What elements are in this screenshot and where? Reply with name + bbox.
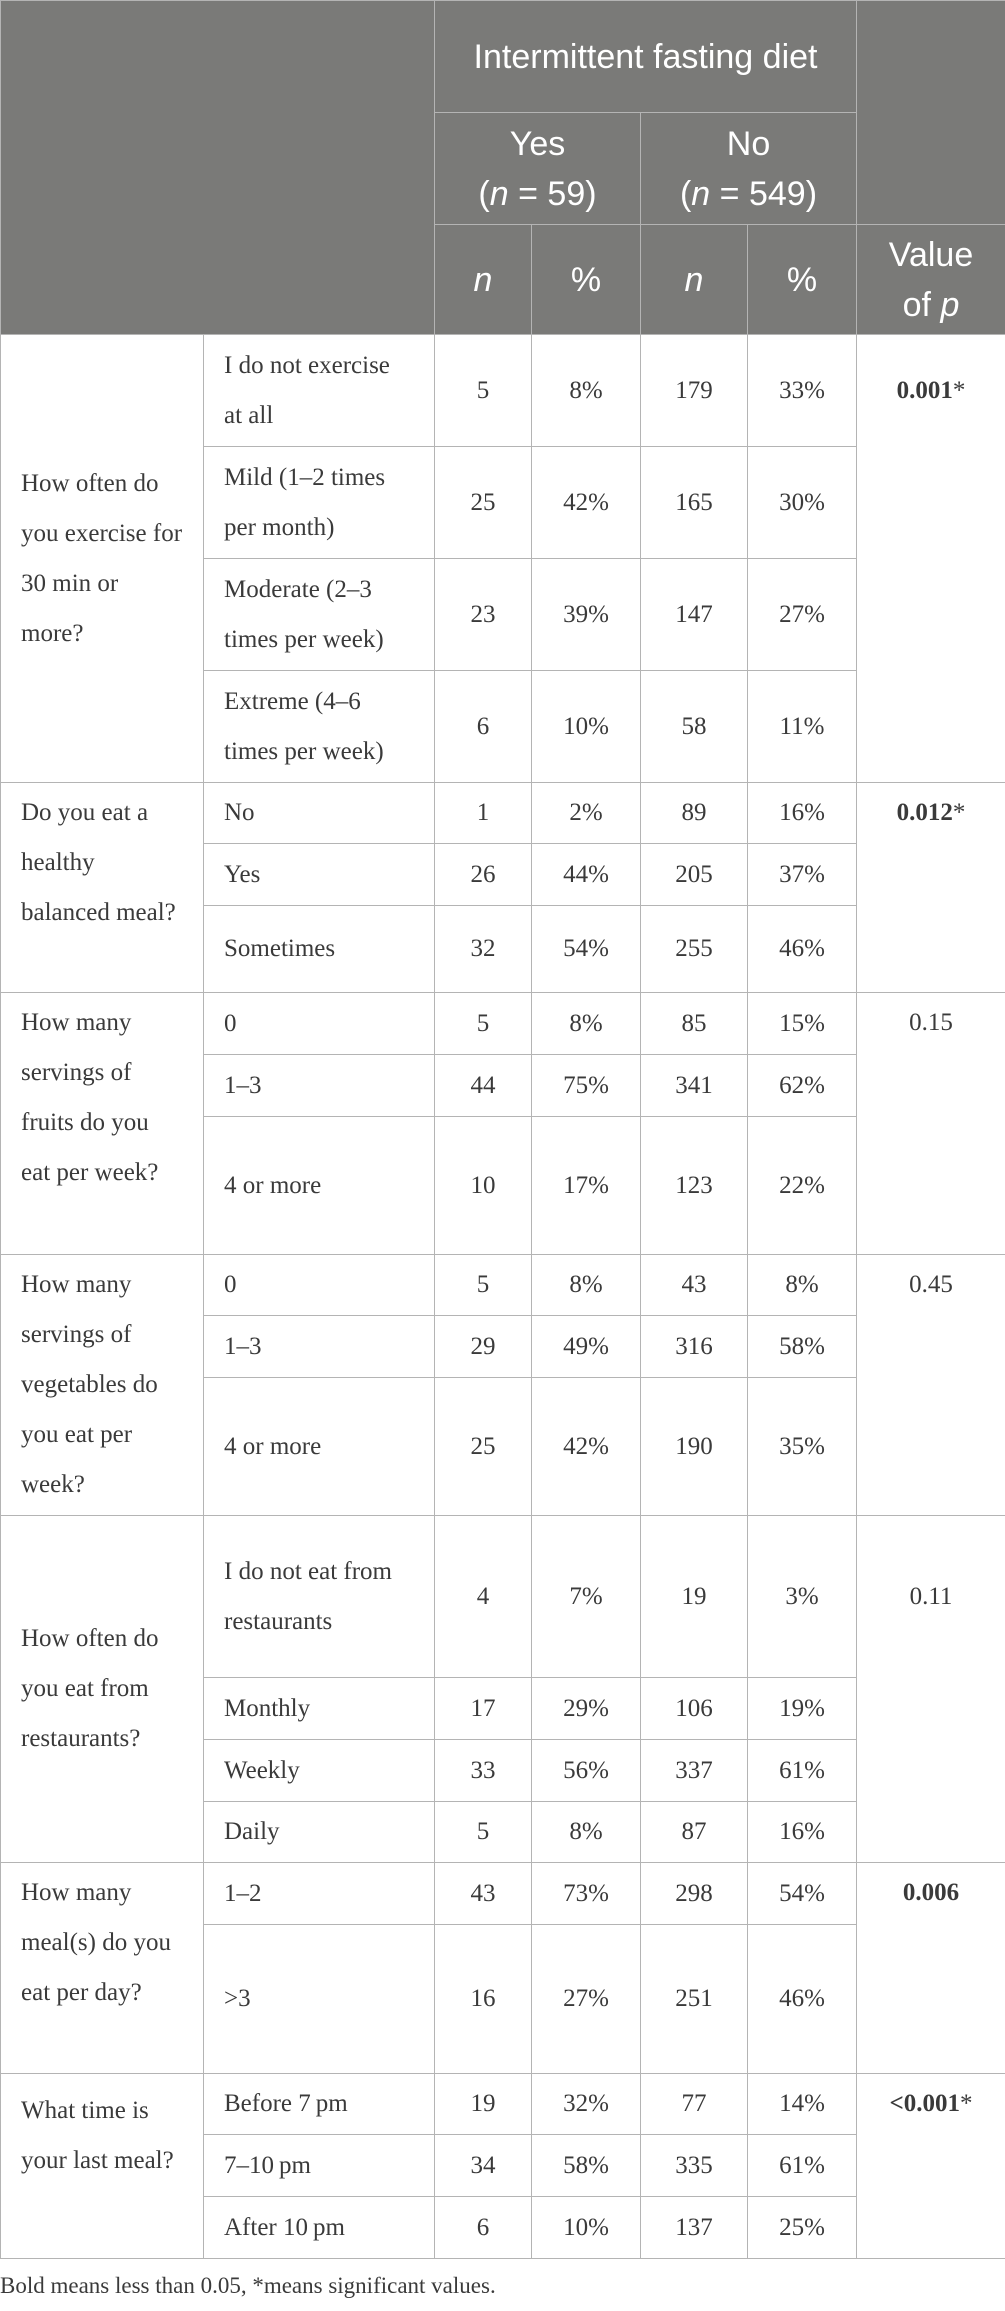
no-pct-cell: 11% — [748, 671, 857, 783]
no-n-cell: 137 — [641, 2197, 748, 2259]
yes-pct-cell: 39% — [532, 559, 641, 671]
no-n-cell: 123 — [641, 1117, 748, 1255]
yes-n-cell: 33 — [435, 1740, 532, 1802]
header-pvalue-p: p — [940, 285, 960, 324]
yes-n-cell: 43 — [435, 1863, 532, 1925]
no-pct-cell: 15% — [748, 993, 857, 1055]
no-n-cell: 147 — [641, 559, 748, 671]
yes-pct-cell: 58% — [532, 2135, 641, 2197]
no-pct-cell: 58% — [748, 1316, 857, 1378]
pvalue-cell — [857, 1255, 1005, 1516]
yes-n-cell: 5 — [435, 335, 532, 447]
yes-n-cell: 5 — [435, 1255, 532, 1316]
no-pct-cell: 16% — [748, 783, 857, 844]
yes-pct-cell: 49% — [532, 1316, 641, 1378]
no-n-cell: 89 — [641, 783, 748, 844]
yes-pct-cell: 27% — [532, 1925, 641, 2074]
no-pct-cell: 54% — [748, 1863, 857, 1925]
header-blank-cell — [1, 1, 435, 335]
answer-cell: 4 or more — [204, 1378, 435, 1516]
no-pct-cell: 25% — [748, 2197, 857, 2259]
yes-n-cell: 32 — [435, 906, 532, 993]
pvalue-cell — [857, 1863, 1005, 2074]
no-pct-cell: 27% — [748, 559, 857, 671]
no-n-cell: 106 — [641, 1678, 748, 1740]
yes-n-cell: 44 — [435, 1055, 532, 1117]
pvalue-cell — [857, 335, 1005, 783]
yes-pct-cell: 56% — [532, 1740, 641, 1802]
header-no-n-symbol: n — [691, 174, 711, 213]
pvalue-number: <0.001 — [889, 2090, 961, 2117]
answer-cell: 0 — [204, 1255, 435, 1316]
header-pvalue-word: Value — [888, 235, 974, 274]
answer-cell: 4 or more — [204, 1117, 435, 1255]
yes-pct-cell: 73% — [532, 1863, 641, 1925]
answer-cell: Moderate (2–3 times per week) — [204, 559, 435, 671]
no-n-cell: 85 — [641, 993, 748, 1055]
no-n-cell: 337 — [641, 1740, 748, 1802]
header-pvalue — [857, 225, 1005, 335]
question-cell: What time is your last meal? — [1, 2074, 204, 2259]
yes-n-cell: 25 — [435, 447, 532, 559]
no-pct-cell: 46% — [748, 1925, 857, 2074]
yes-n-cell: 6 — [435, 2197, 532, 2259]
pvalue-number: 0.11 — [909, 1583, 953, 1610]
question-cell: How many servings of vegetables do you eat per week? — [1, 1255, 204, 1516]
pvalue-mark: * — [952, 799, 966, 826]
pvalue-number: 0.006 — [902, 1879, 960, 1906]
answer-cell: Daily — [204, 1802, 435, 1863]
answer-cell: 1–3 — [204, 1055, 435, 1117]
no-n-cell: 58 — [641, 671, 748, 783]
question-cell: How often do you exercise for 30 min or more? — [1, 335, 204, 783]
no-n-cell: 77 — [641, 2074, 748, 2135]
no-pct-cell: 8% — [748, 1255, 857, 1316]
question-cell: How many meal(s) do you eat per day? — [1, 1863, 204, 2074]
answer-cell: Extreme (4–6 times per week) — [204, 671, 435, 783]
yes-n-cell: 6 — [435, 671, 532, 783]
header-no-pct: % — [748, 225, 857, 335]
no-pct-cell: 61% — [748, 1740, 857, 1802]
no-pct-cell: 16% — [748, 1802, 857, 1863]
yes-n-cell: 19 — [435, 2074, 532, 2135]
pvalue-cell — [857, 1516, 1005, 1863]
yes-n-cell: 1 — [435, 783, 532, 844]
yes-pct-cell: 54% — [532, 906, 641, 993]
answer-cell: 1–3 — [204, 1316, 435, 1378]
no-n-cell: 341 — [641, 1055, 748, 1117]
answer-cell: Sometimes — [204, 906, 435, 993]
table-row — [1, 335, 1005, 447]
header-no: No (n = 549) — [641, 113, 857, 225]
no-pct-cell: 62% — [748, 1055, 857, 1117]
no-pct-cell: 37% — [748, 844, 857, 906]
header-yes-pct: % — [532, 225, 641, 335]
yes-n-cell: 5 — [435, 1802, 532, 1863]
yes-pct-cell: 8% — [532, 1802, 641, 1863]
pvalue-cell — [857, 2074, 1005, 2259]
table-footnote: Bold means less than 0.05, *means significant values. — [0, 2273, 496, 2298]
yes-pct-cell: 8% — [532, 993, 641, 1055]
no-n-cell: 190 — [641, 1378, 748, 1516]
no-n-cell: 179 — [641, 335, 748, 447]
answer-cell: No — [204, 783, 435, 844]
no-pct-cell: 14% — [748, 2074, 857, 2135]
header-pvalue-of: of — [902, 285, 931, 324]
yes-n-cell: 10 — [435, 1117, 532, 1255]
no-pct-cell: 33% — [748, 335, 857, 447]
no-n-cell: 298 — [641, 1863, 748, 1925]
yes-n-cell: 5 — [435, 993, 532, 1055]
pvalue-number: 0.001 — [896, 377, 953, 404]
no-n-cell: 335 — [641, 2135, 748, 2197]
no-pct-cell: 30% — [748, 447, 857, 559]
yes-pct-cell: 29% — [532, 1678, 641, 1740]
answer-cell: I do not exercise at all — [204, 335, 435, 447]
table-row — [1, 2074, 1005, 2135]
table-row — [1, 1516, 1005, 1678]
no-n-cell: 251 — [641, 1925, 748, 2074]
answer-cell: >3 — [204, 1925, 435, 2074]
header-yes-n: n — [435, 225, 532, 335]
yes-pct-cell: 8% — [532, 1255, 641, 1316]
pvalue-cell — [857, 783, 1005, 993]
yes-pct-cell: 17% — [532, 1117, 641, 1255]
header-group-title: Intermittent fasting diet — [435, 1, 857, 113]
no-n-cell: 87 — [641, 1802, 748, 1863]
no-pct-cell: 46% — [748, 906, 857, 993]
pvalue-mark: * — [952, 377, 966, 404]
no-n-cell: 205 — [641, 844, 748, 906]
question-cell: How many servings of fruits do you eat per week? — [1, 993, 204, 1255]
yes-pct-cell: 75% — [532, 1055, 641, 1117]
answer-cell: 0 — [204, 993, 435, 1055]
yes-n-cell: 34 — [435, 2135, 532, 2197]
header-yes-n-symbol: n — [489, 174, 509, 213]
yes-pct-cell: 10% — [532, 671, 641, 783]
table-header — [1, 1, 1005, 335]
no-pct-cell: 61% — [748, 2135, 857, 2197]
answer-cell: Monthly — [204, 1678, 435, 1740]
yes-pct-cell: 42% — [532, 1378, 641, 1516]
no-n-cell: 255 — [641, 906, 748, 993]
pvalue-cell — [857, 993, 1005, 1255]
header-blank-pvalue — [857, 1, 1005, 225]
pvalue-number: 0.45 — [909, 1271, 953, 1298]
no-pct-cell: 3% — [748, 1516, 857, 1678]
answer-cell: 7–10 pm — [204, 2135, 435, 2197]
answer-cell: After 10 pm — [204, 2197, 435, 2259]
yes-n-cell: 17 — [435, 1678, 532, 1740]
yes-pct-cell: 7% — [532, 1516, 641, 1678]
answer-cell: 1–2 — [204, 1863, 435, 1925]
yes-n-cell: 4 — [435, 1516, 532, 1678]
no-n-cell: 316 — [641, 1316, 748, 1378]
header-yes-label: Yes — [509, 124, 566, 163]
question-cell: Do you eat a healthy balanced meal? — [1, 783, 204, 993]
yes-n-cell: 26 — [435, 844, 532, 906]
no-n-cell: 19 — [641, 1516, 748, 1678]
yes-pct-cell: 32% — [532, 2074, 641, 2135]
pvalue-number: 0.012 — [896, 799, 953, 826]
table-row — [1, 1255, 1005, 1316]
answer-cell: Weekly — [204, 1740, 435, 1802]
header-yes-n-value: 59 — [547, 174, 586, 213]
no-pct-cell: 19% — [748, 1678, 857, 1740]
yes-n-cell: 29 — [435, 1316, 532, 1378]
no-n-cell: 165 — [641, 447, 748, 559]
table-row — [1, 783, 1005, 844]
answer-cell: Before 7 pm — [204, 2074, 435, 2135]
yes-pct-cell: 10% — [532, 2197, 641, 2259]
header-no-label: No — [726, 124, 771, 163]
no-n-cell: 43 — [641, 1255, 748, 1316]
yes-pct-cell: 42% — [532, 447, 641, 559]
yes-n-cell: 16 — [435, 1925, 532, 2074]
yes-pct-cell: 8% — [532, 335, 641, 447]
table-row — [1, 993, 1005, 1055]
yes-n-cell: 25 — [435, 1378, 532, 1516]
header-no-n: n — [641, 225, 748, 335]
pvalue-number: 0.15 — [909, 1009, 953, 1036]
header-no-n-value: 549 — [748, 174, 806, 213]
answer-cell: Mild (1–2 times per month) — [204, 447, 435, 559]
no-pct-cell: 35% — [748, 1378, 857, 1516]
table-body — [1, 335, 1005, 2259]
table-row — [1, 1863, 1005, 1925]
yes-n-cell: 23 — [435, 559, 532, 671]
header-yes: Yes (n = 59) — [435, 113, 641, 225]
answer-cell: Yes — [204, 844, 435, 906]
pvalue-mark: * — [960, 2090, 973, 2117]
yes-pct-cell: 44% — [532, 844, 641, 906]
answer-cell: I do not eat from restaurants — [204, 1516, 435, 1678]
yes-pct-cell: 2% — [532, 783, 641, 844]
no-pct-cell: 22% — [748, 1117, 857, 1255]
question-cell: How often do you eat from restaurants? — [1, 1516, 204, 1863]
